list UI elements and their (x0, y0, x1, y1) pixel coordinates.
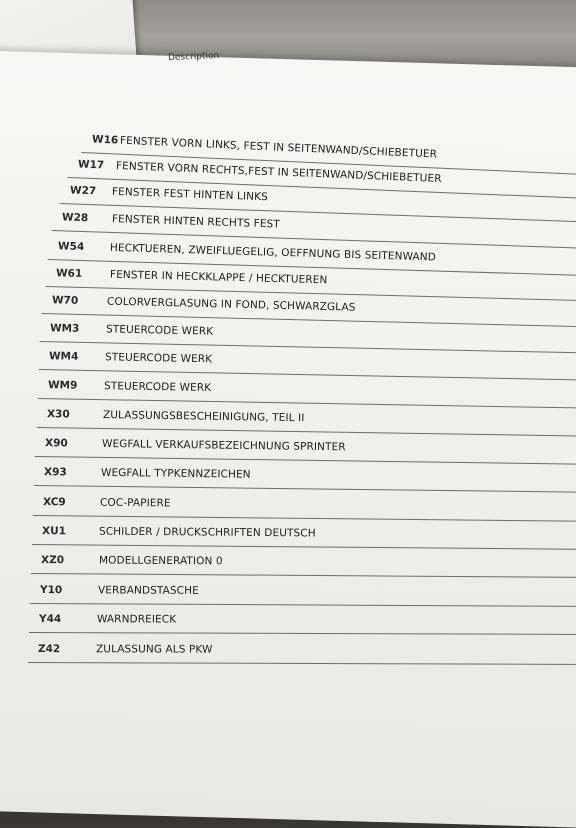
option-description: SCHILDER / DRUCKSCHRIFTEN DEUTSCH (98, 525, 316, 540)
option-description: FENSTER VORN RECHTS,FEST IN SEITENWAND/SCHIEBETUER (115, 159, 442, 185)
option-code: XC9 (42, 496, 66, 509)
option-description: COLORVERGLASUNG IN FOND, SCHWARZGLAS (106, 295, 356, 314)
option-code: WM3 (49, 322, 80, 335)
option-code: Z42 (37, 643, 61, 656)
table-row (35, 431, 576, 465)
option-code: W70 (51, 294, 79, 307)
option-description: ZULASSUNG ALS PKW (95, 643, 213, 656)
option-description: ZULASSUNGSBESCHEINIGUNG, TEIL II (102, 409, 305, 425)
option-description: WARNDREIECK (96, 613, 177, 626)
option-code: XU1 (41, 525, 66, 538)
option-description: STEUERCODE WERK (104, 351, 213, 366)
option-code: W61 (55, 267, 83, 280)
option-description: MODELLGENERATION 0 (98, 554, 223, 568)
option-code: X90 (44, 437, 68, 450)
table-row (30, 578, 576, 607)
table-row (31, 548, 576, 578)
option-code: Y10 (39, 584, 63, 597)
column-header-description: Description (167, 51, 220, 63)
option-description: STEUERCODE WERK (105, 323, 214, 338)
option-code: W27 (69, 184, 97, 198)
option-description: FENSTER VORN LINKS, FEST IN SEITENWAND/SCHIEBETUER (119, 134, 438, 161)
table-row (32, 519, 576, 550)
option-description: VERBANDSTASCHE (97, 584, 199, 597)
row-divider (28, 662, 576, 665)
option-code: W17 (77, 158, 105, 172)
option-description: FENSTER HINTEN RECHTS FEST (111, 212, 280, 231)
option-code: X93 (43, 466, 67, 479)
table-row (29, 607, 576, 635)
option-code: W16 (91, 133, 119, 147)
row-divider (31, 573, 576, 578)
table-row (34, 460, 576, 493)
option-description: STEUERCODE WERK (103, 380, 212, 395)
option-description: WEGFALL TYPKENNZEICHEN (100, 466, 251, 481)
option-code: W28 (61, 211, 89, 225)
option-code: WM4 (48, 350, 79, 363)
option-code: WM9 (47, 379, 78, 392)
row-divider (29, 632, 576, 635)
option-description: COC-PAPIERE (99, 496, 171, 510)
option-description: WEGFALL VERKAUFSBEZEICHNUNG SPRINTER (101, 437, 346, 454)
option-description: FENSTER IN HECKKLAPPE / HECKTUEREN (109, 268, 328, 287)
option-code: X30 (46, 408, 70, 421)
option-description: HECKTUEREN, ZWEIFLUEGELIG, OEFFNUNG BIS SEITENWAND (109, 241, 437, 264)
option-code: W54 (57, 240, 85, 254)
option-code: XZ0 (40, 554, 65, 567)
table-row (33, 490, 576, 522)
table-row (28, 637, 576, 665)
option-code: Y44 (38, 613, 62, 626)
option-description: FENSTER FEST HINTEN LINKS (111, 185, 269, 204)
